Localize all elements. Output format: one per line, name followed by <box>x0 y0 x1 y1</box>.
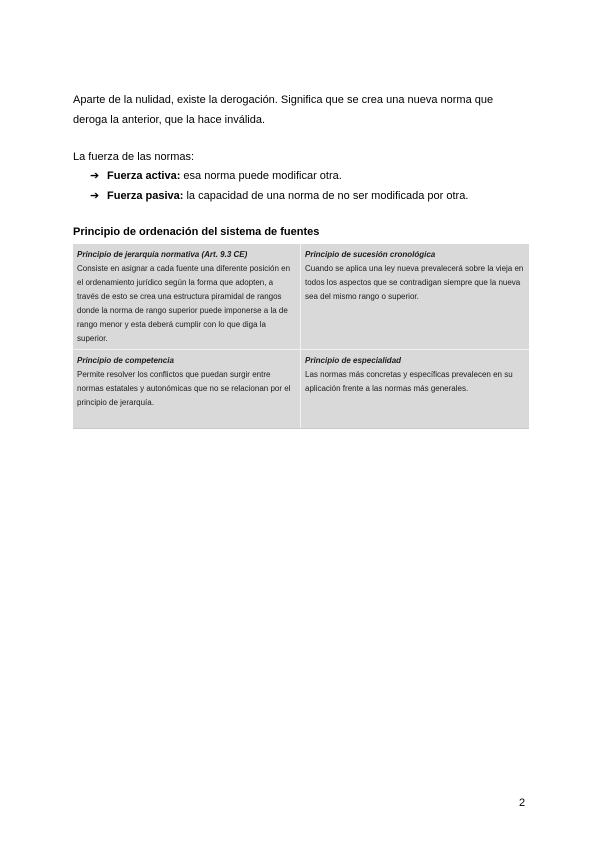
principle-cell-sucesion <box>301 244 529 350</box>
paragraph-derogacion: Aparte de la nulidad, existe la derogación. Significa que se crea una nueva norma que deroga la anterior, que la hace inválida. <box>73 94 494 126</box>
principle-title: Principio de sucesión cronológica <box>305 250 436 259</box>
principle-body: Cuando se aplica una ley nueva prevalecerá sobre la vieja en todos los aspectos que se contradigan siempre que la nueva sea del mismo rango o superior. <box>305 264 524 301</box>
fuerza-bullet-list <box>90 166 530 206</box>
arrow-right-icon: ➔ <box>90 190 100 202</box>
arrow-right-icon: ➔ <box>90 170 100 182</box>
paragraph-fuerza-intro: La fuerza de las normas: <box>73 151 195 163</box>
bullet-text: la capacidad de una norma de no ser modificada por otra. <box>183 190 469 202</box>
principle-title: Principio de especialidad <box>305 356 402 365</box>
bullet-term: Fuerza pasiva: <box>107 190 184 202</box>
principle-cell-competencia <box>73 350 301 428</box>
bullet-term: Fuerza activa: <box>107 170 181 182</box>
principle-body: Las normas más concretas y específicas prevalecen en su aplicación frente a las normas más generales. <box>305 370 513 393</box>
bullet-fuerza-pasiva <box>90 186 530 206</box>
bullet-fuerza-activa <box>90 166 530 186</box>
page-number: 2 <box>519 797 526 809</box>
bullet-text: esa norma puede modificar otra. <box>180 170 342 182</box>
principle-cell-jerarquia <box>73 244 301 350</box>
section-heading: Principio de ordenación del sistema de fuentes <box>73 226 320 238</box>
principle-title: Principio de competencia <box>77 356 174 365</box>
principles-table <box>73 244 529 429</box>
principle-body: Consiste en asignar a cada fuente una diferente posición en el ordenamiento jurídico según la forma que adopten, a través de esto se crea una estructura piramidal de rangos donde la norma de rango superior puede imponerse a la de rango menor y esta deberá cumplir con lo que diga la superior. <box>77 264 291 343</box>
principle-cell-especialidad <box>301 350 529 428</box>
principle-body: Permite resolver los conflictos que puedan surgir entre normas estatales y autonómicas que no se relacionan por el principio de jerarquía. <box>77 370 291 407</box>
principle-title: Principio de jerarquía normativa (Art. 9.3 CE) <box>77 250 248 259</box>
